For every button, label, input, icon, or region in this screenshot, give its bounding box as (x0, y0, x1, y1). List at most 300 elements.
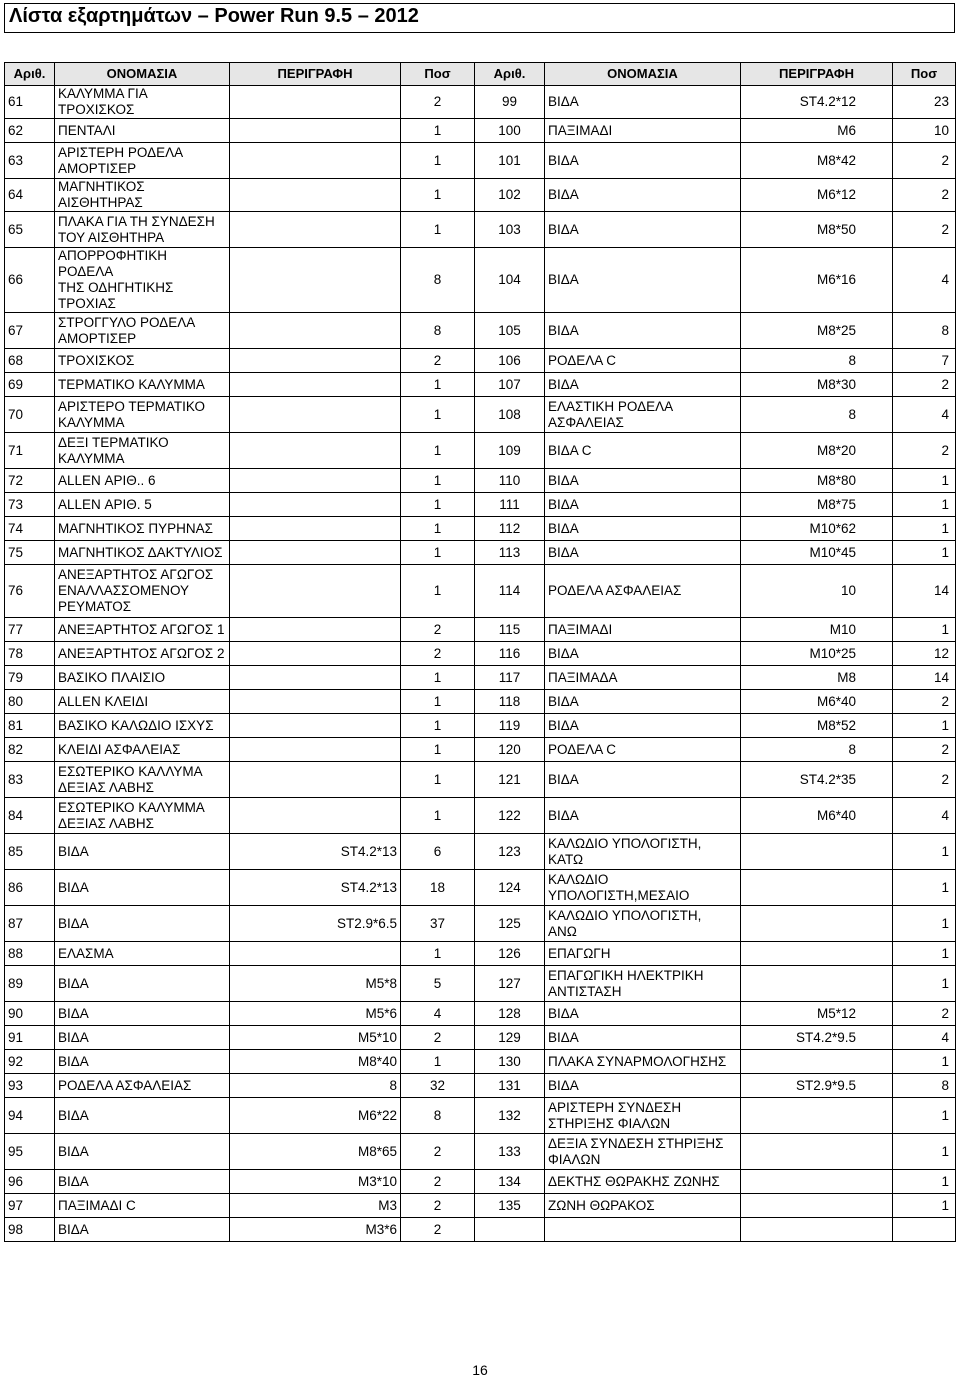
left-part-quantity (401, 541, 475, 565)
left-part-number (5, 373, 55, 397)
left-part-number-text: 68 (8, 352, 24, 368)
left-part-name-text: ΑΠΟΡΡΟΦΗΤΙΚΗ ΡΟΔΕΛΑ ΤΗΣ ΟΔΗΓΗΤΙΚΗΣ ΤΡΟΧΙΑΣ (58, 248, 174, 311)
left-part-number (5, 870, 55, 906)
left-part-number-text: 77 (8, 621, 24, 637)
right-part-quantity (893, 738, 956, 762)
right-part-description-text: M8*20 (816, 442, 856, 458)
left-part-description (230, 714, 401, 738)
right-part-quantity-text: 2 (941, 1005, 949, 1021)
table-row (5, 834, 956, 870)
right-part-description-text: M8*52 (816, 717, 856, 733)
left-part-name (55, 493, 230, 517)
left-part-description (230, 493, 401, 517)
right-part-description (741, 666, 893, 690)
left-part-name-text: ΕΣΩΤΕΡΙΚΟ ΚΑΛΥΜΜΑ ΔΕΞΙΑΣ ΛΑΒΗΣ (58, 799, 205, 831)
right-part-description (741, 565, 893, 618)
right-part-number-text: 102 (498, 187, 521, 202)
left-part-number-text: 88 (8, 945, 24, 961)
right-part-quantity-text: 1 (941, 975, 949, 991)
left-part-number-text: 98 (8, 1221, 24, 1237)
left-part-name (55, 966, 230, 1002)
right-part-description (741, 397, 893, 433)
right-part-number (475, 690, 545, 714)
left-part-name-text: ALLEN ΚΛΕΙΔΙ (58, 693, 149, 709)
left-part-description (230, 469, 401, 493)
right-part-number-text: 111 (499, 496, 520, 512)
left-part-number-text: 86 (8, 879, 24, 895)
left-part-name (55, 179, 230, 212)
left-part-description (230, 397, 401, 433)
left-part-name-text: ΤΕΡΜΑΤΙΚΟ ΚΑΛΥΜΜΑ (58, 376, 205, 392)
right-part-name (545, 143, 741, 179)
left-part-description-text: M8*40 (357, 1053, 397, 1069)
right-part-name-text: ΡΟΔΕΛΑ C (548, 352, 617, 368)
right-part-number-text: 121 (498, 771, 521, 787)
left-part-quantity-text: 1 (433, 583, 442, 598)
right-part-description (741, 433, 893, 469)
left-part-number (5, 469, 55, 493)
left-part-description-text: M6*22 (357, 1107, 397, 1123)
table-row (5, 906, 956, 942)
left-part-description (230, 373, 401, 397)
left-part-name-text: ΑΡΙΣΤΕΡΗ ΡΟΔΕΛΑ ΑΜΟΡΤΙΣΕΡ (58, 144, 184, 176)
left-part-description (230, 86, 401, 119)
left-part-description (230, 179, 401, 212)
left-part-name-text: ΕΣΩΤΕΡΙΚΟ ΚΑΛΛΥΜΑ ΔΕΞΙΑΣ ΛΑΒΗΣ (58, 763, 203, 795)
left-part-number (5, 143, 55, 179)
right-part-description (741, 1170, 893, 1194)
left-part-quantity-text: 1 (433, 544, 442, 560)
left-part-name-text: ΑΝΕΞΑΡΤΗΤΟΣ ΑΓΩΓΟΣ 1 (58, 621, 225, 637)
left-part-number (5, 313, 55, 349)
left-part-name (55, 1170, 230, 1194)
table-row (5, 1074, 956, 1098)
left-part-name (55, 119, 230, 143)
right-part-quantity (893, 762, 956, 798)
left-part-number-text: 65 (8, 221, 24, 237)
right-part-quantity-text: 4 (941, 272, 949, 287)
left-part-quantity-text: 1 (433, 741, 442, 757)
left-part-name (55, 1218, 230, 1242)
left-part-number-text: 84 (8, 807, 24, 823)
right-part-quantity-text: 12 (933, 645, 949, 661)
left-part-number (5, 1134, 55, 1170)
left-part-quantity-text: 2 (433, 1029, 442, 1045)
left-part-name-text: ΒΙΔΑ (58, 1029, 89, 1045)
left-part-quantity (401, 565, 475, 618)
left-part-quantity-text: 1 (433, 669, 442, 685)
right-part-number-text: 112 (498, 520, 521, 536)
left-part-name (55, 373, 230, 397)
left-part-quantity-text: 8 (433, 272, 442, 287)
right-part-quantity (893, 714, 956, 738)
left-part-description-text: ST4.2*13 (340, 843, 397, 859)
right-part-number (475, 942, 545, 966)
left-part-name (55, 212, 230, 248)
right-part-name-text: ΚΑΛΩΔΙΟ ΥΠΟΛΟΓΙΣΤΗ, ΑΝΩ (548, 907, 702, 939)
right-part-name (545, 1170, 741, 1194)
right-part-name (545, 906, 741, 942)
right-part-name-text: ΑΡΙΣΤΕΡΗ ΣΥΝΔΕΣΗ ΣΤΗΡΙΞΗΣ ΦΙΑΛΩΝ (548, 1099, 682, 1131)
left-part-number-text: 81 (8, 717, 24, 733)
right-part-name-text: ΒΙΔΑ (548, 1005, 579, 1021)
left-part-quantity-text: 1 (433, 717, 442, 733)
left-part-quantity (401, 870, 475, 906)
right-part-number-text: 132 (498, 1107, 521, 1123)
right-part-quantity (893, 690, 956, 714)
right-part-name-text: ΒΙΔΑ (548, 544, 579, 560)
left-part-description (230, 349, 401, 373)
left-part-description (230, 433, 401, 469)
right-part-name-text: ΒΙΔΑ (548, 1029, 579, 1045)
right-part-number (475, 1098, 545, 1134)
right-part-description-text: M10*25 (809, 645, 856, 661)
left-part-quantity (401, 493, 475, 517)
right-part-quantity (893, 493, 956, 517)
left-part-description (230, 966, 401, 1002)
right-part-quantity (893, 179, 956, 212)
right-part-number-text: 103 (498, 221, 521, 237)
right-part-number-text: 131 (498, 1077, 521, 1093)
right-part-quantity (893, 1194, 956, 1218)
left-part-quantity (401, 738, 475, 762)
left-part-description-text: M5*6 (365, 1005, 397, 1021)
right-part-description-text: M8*50 (816, 221, 856, 237)
table-row (5, 349, 956, 373)
left-part-quantity (401, 906, 475, 942)
right-part-name-text: ΒΙΔΑ (548, 771, 579, 787)
right-part-quantity (893, 906, 956, 942)
left-part-description (230, 618, 401, 642)
left-part-number-text: 70 (8, 406, 24, 422)
left-part-quantity-text: 1 (433, 187, 442, 202)
right-part-quantity-text: 2 (941, 442, 949, 458)
table-row (5, 212, 956, 248)
right-part-name (545, 1074, 741, 1098)
right-part-number (475, 179, 545, 212)
right-part-description-text: M8*80 (816, 472, 856, 488)
left-part-name-text: ΠΑΞΙΜΑΔΙ C (58, 1197, 136, 1213)
table-header-row (5, 63, 956, 86)
left-part-quantity (401, 714, 475, 738)
left-part-description (230, 1098, 401, 1134)
left-part-quantity (401, 1098, 475, 1134)
right-part-number (475, 870, 545, 906)
right-part-number (475, 1050, 545, 1074)
right-part-name-text: ΠΑΞΙΜΑΔΑ (548, 669, 618, 685)
right-part-quantity (893, 541, 956, 565)
right-part-number-text: 124 (498, 879, 521, 895)
left-part-number (5, 618, 55, 642)
left-part-number-text: 71 (8, 442, 24, 458)
left-part-quantity-text: 1 (433, 442, 442, 458)
right-part-name (545, 1098, 741, 1134)
left-part-quantity (401, 397, 475, 433)
right-part-quantity (893, 313, 956, 349)
right-part-description-text: ST4.2*35 (799, 771, 856, 787)
left-part-quantity-text: 2 (433, 1143, 442, 1159)
left-part-number-text: 91 (8, 1029, 24, 1045)
left-part-number-text: 89 (8, 975, 24, 991)
right-part-number-text: 113 (498, 544, 521, 560)
header-right-description: ΠΕΡΙΓΡΑΦΗ (741, 63, 893, 86)
right-part-description-text: 10 (840, 583, 856, 598)
right-part-description-text: M8*30 (816, 376, 856, 392)
table-row (5, 1194, 956, 1218)
right-part-name (545, 738, 741, 762)
right-part-description-text: M6*16 (816, 272, 856, 287)
table-row (5, 373, 956, 397)
right-part-quantity-text: 2 (941, 771, 949, 787)
right-part-name (545, 313, 741, 349)
left-part-quantity-text: 6 (433, 843, 442, 859)
right-part-description-text: M8*42 (816, 152, 856, 168)
left-part-number (5, 179, 55, 212)
left-part-quantity-text: 1 (433, 221, 442, 237)
table-row (5, 1134, 956, 1170)
left-part-description-text: M3 (378, 1197, 397, 1213)
left-part-name-text: ΒΙΔΑ (58, 1005, 89, 1021)
right-part-description-text: M6*12 (816, 187, 856, 202)
table-row (5, 714, 956, 738)
left-part-name (55, 618, 230, 642)
right-part-description-text: ST4.2*9.5 (795, 1029, 856, 1045)
left-part-description (230, 834, 401, 870)
right-part-number (475, 212, 545, 248)
right-part-description (741, 1002, 893, 1026)
right-part-description-text: M8*75 (816, 496, 856, 512)
right-part-quantity-text: 4 (941, 406, 949, 422)
right-part-number-text: 108 (498, 406, 521, 422)
left-part-number-text: 82 (8, 741, 24, 757)
table-row (5, 143, 956, 179)
right-part-description-text: 8 (848, 352, 856, 368)
right-part-number-text: 119 (498, 717, 521, 733)
left-part-name (55, 762, 230, 798)
left-part-quantity (401, 1026, 475, 1050)
left-part-quantity-text: 2 (433, 621, 442, 637)
left-part-number (5, 493, 55, 517)
right-part-description (741, 1134, 893, 1170)
right-part-quantity (893, 469, 956, 493)
left-part-name-text: ALLEN ΑΡΙΘ. 5 (58, 496, 152, 512)
right-part-number-text: 127 (498, 975, 521, 991)
left-part-name (55, 642, 230, 666)
right-part-quantity-text: 2 (941, 376, 949, 392)
right-part-description (741, 1194, 893, 1218)
left-part-quantity-text: 1 (433, 152, 442, 168)
right-part-name (545, 517, 741, 541)
right-part-quantity (893, 212, 956, 248)
header-left-quantity: Ποσ (401, 63, 475, 86)
right-part-number-text: 130 (498, 1053, 521, 1069)
left-part-number-text: 95 (8, 1143, 24, 1159)
left-part-number-text: 61 (8, 94, 24, 109)
right-part-quantity (893, 373, 956, 397)
left-part-quantity (401, 86, 475, 119)
right-part-name (545, 966, 741, 1002)
right-part-number (475, 762, 545, 798)
right-part-quantity-text: 1 (941, 843, 949, 859)
right-part-name (545, 690, 741, 714)
left-part-number-text: 76 (8, 583, 24, 598)
left-part-quantity (401, 313, 475, 349)
table-row (5, 1098, 956, 1134)
right-part-quantity-text: 8 (941, 322, 949, 338)
left-part-quantity (401, 942, 475, 966)
left-part-name-text: ΒΙΔΑ (58, 915, 89, 931)
right-part-quantity-text: 1 (941, 945, 949, 961)
document-title: Λίστα εξαρτημάτων – Power Run 9.5 – 2012 (9, 5, 419, 27)
left-part-name-text: ΜΑΓΝΗΤΙΚΟΣ ΔΑΚΤΥΛΙΟΣ (58, 544, 223, 560)
right-part-description (741, 541, 893, 565)
right-part-number (475, 313, 545, 349)
right-part-name-text: ΚΑΛΩΔΙΟ ΥΠΟΛΟΓΙΣΤΗ,ΜΕΣΑΙΟ (548, 871, 690, 903)
right-part-description (741, 179, 893, 212)
right-part-name (545, 798, 741, 834)
right-part-name-text: ΒΙΔΑ (548, 94, 579, 109)
left-part-number (5, 1050, 55, 1074)
table-row (5, 942, 956, 966)
left-part-name-text: ΠΛΑΚΑ ΓΙΑ ΤΗ ΣΥΝΔΕΣΗ ΤΟΥ ΑΙΣΘΗΤΗΡΑ (58, 213, 215, 245)
left-part-quantity-text: 1 (433, 1053, 442, 1069)
left-part-quantity-text: 1 (433, 520, 442, 536)
right-part-name (545, 1194, 741, 1218)
right-part-quantity (893, 1098, 956, 1134)
left-part-description (230, 1134, 401, 1170)
right-part-number-text: 100 (498, 122, 521, 138)
table-row (5, 541, 956, 565)
right-part-name (545, 618, 741, 642)
left-part-number (5, 248, 55, 313)
left-part-name (55, 397, 230, 433)
right-part-number (475, 1134, 545, 1170)
right-part-number-text: 114 (498, 583, 521, 598)
table-row (5, 469, 956, 493)
left-part-quantity (401, 666, 475, 690)
left-part-description (230, 762, 401, 798)
left-part-quantity-text: 1 (433, 496, 442, 512)
right-part-number (475, 517, 545, 541)
right-part-number-text: 105 (498, 322, 521, 338)
right-part-quantity (893, 1002, 956, 1026)
left-part-quantity (401, 834, 475, 870)
left-part-quantity (401, 1074, 475, 1098)
left-part-description (230, 942, 401, 966)
left-part-number-text: 62 (8, 122, 24, 138)
left-part-name-text: ΒΙΔΑ (58, 975, 89, 991)
left-part-description-text: M3*10 (357, 1173, 397, 1189)
left-part-description (230, 565, 401, 618)
right-part-number-text: 116 (498, 645, 521, 661)
right-part-name-text: ΒΙΔΑ (548, 221, 579, 237)
right-part-description (741, 248, 893, 313)
left-part-quantity-text: 1 (433, 472, 442, 488)
right-part-description (741, 212, 893, 248)
right-part-description (741, 942, 893, 966)
left-part-number-text: 83 (8, 771, 24, 787)
left-part-number (5, 1170, 55, 1194)
right-part-name-text: ΔΕΞΙΑ ΣΥΝΔΕΣΗ ΣΤΗΡΙΞΗΣ ΦΙΑΛΩΝ (548, 1135, 724, 1167)
table-row (5, 1026, 956, 1050)
table-row (5, 248, 956, 313)
right-part-description (741, 690, 893, 714)
right-part-name-text: ΒΙΔΑ (548, 472, 579, 488)
left-part-name (55, 1074, 230, 1098)
right-part-number (475, 618, 545, 642)
right-part-quantity (893, 870, 956, 906)
left-part-quantity-text: 2 (433, 1173, 442, 1189)
right-part-name-text: ΒΙΔΑ (548, 693, 579, 709)
right-part-number (475, 349, 545, 373)
right-part-name (545, 834, 741, 870)
left-part-number (5, 966, 55, 1002)
left-part-quantity-text: 2 (433, 1221, 442, 1237)
right-part-quantity (893, 565, 956, 618)
left-part-quantity-text: 1 (433, 945, 442, 961)
left-part-number-text: 97 (8, 1197, 24, 1213)
right-part-quantity (893, 517, 956, 541)
right-part-number (475, 666, 545, 690)
right-part-name (545, 469, 741, 493)
right-part-number-text: 128 (498, 1005, 521, 1021)
right-part-quantity-text: 4 (941, 1029, 949, 1045)
right-part-number (475, 966, 545, 1002)
right-part-number (475, 1026, 545, 1050)
right-part-description (741, 906, 893, 942)
table-row (5, 1050, 956, 1074)
right-part-number (475, 1074, 545, 1098)
right-part-quantity-text: 1 (941, 1107, 949, 1123)
left-part-number-text: 96 (8, 1173, 24, 1189)
table-row (5, 738, 956, 762)
right-part-number (475, 565, 545, 618)
right-part-quantity (893, 397, 956, 433)
table-row (5, 313, 956, 349)
table-row (5, 642, 956, 666)
left-part-number (5, 798, 55, 834)
left-part-description-text: M5*8 (365, 975, 397, 991)
left-part-name-text: ΤΡΟΧΙΣΚΟΣ (58, 352, 135, 368)
right-part-name-text: ΚΑΛΩΔΙΟ ΥΠΟΛΟΓΙΣΤΗ, ΚΑΤΩ (548, 835, 702, 867)
left-part-name-text: ΚΑΛΥΜΜΑ ΓΙΑ ΤΡΟΧΙΣΚΟΣ (58, 86, 147, 117)
left-part-number (5, 1026, 55, 1050)
left-part-description-text: 8 (389, 1077, 397, 1093)
right-part-number-text: 120 (498, 741, 521, 757)
right-part-description-text: M10*62 (809, 520, 856, 536)
right-part-name-text: ΒΙΔΑ (548, 496, 579, 512)
right-part-description-text: M5*12 (816, 1005, 856, 1021)
right-part-number (475, 798, 545, 834)
right-part-number (475, 373, 545, 397)
right-part-name (545, 349, 741, 373)
left-part-name-text: ΣΤΡΟΓΓΥΛΟ ΡΟΔΕΛΑ ΑΜΟΡΤΙΣΕΡ (58, 314, 196, 346)
right-part-quantity (893, 349, 956, 373)
right-part-number (475, 397, 545, 433)
left-part-description (230, 738, 401, 762)
right-part-quantity-text: 1 (941, 520, 949, 536)
left-part-quantity (401, 119, 475, 143)
right-part-quantity-text: 14 (933, 669, 949, 685)
right-part-quantity-text: 1 (941, 621, 949, 637)
right-part-name (545, 565, 741, 618)
left-part-name-text: ΠΕΝΤΑΛΙ (58, 122, 116, 138)
right-part-description (741, 86, 893, 119)
right-part-quantity-text: 4 (941, 807, 949, 823)
left-part-quantity (401, 433, 475, 469)
left-part-quantity (401, 1170, 475, 1194)
left-part-name (55, 248, 230, 313)
